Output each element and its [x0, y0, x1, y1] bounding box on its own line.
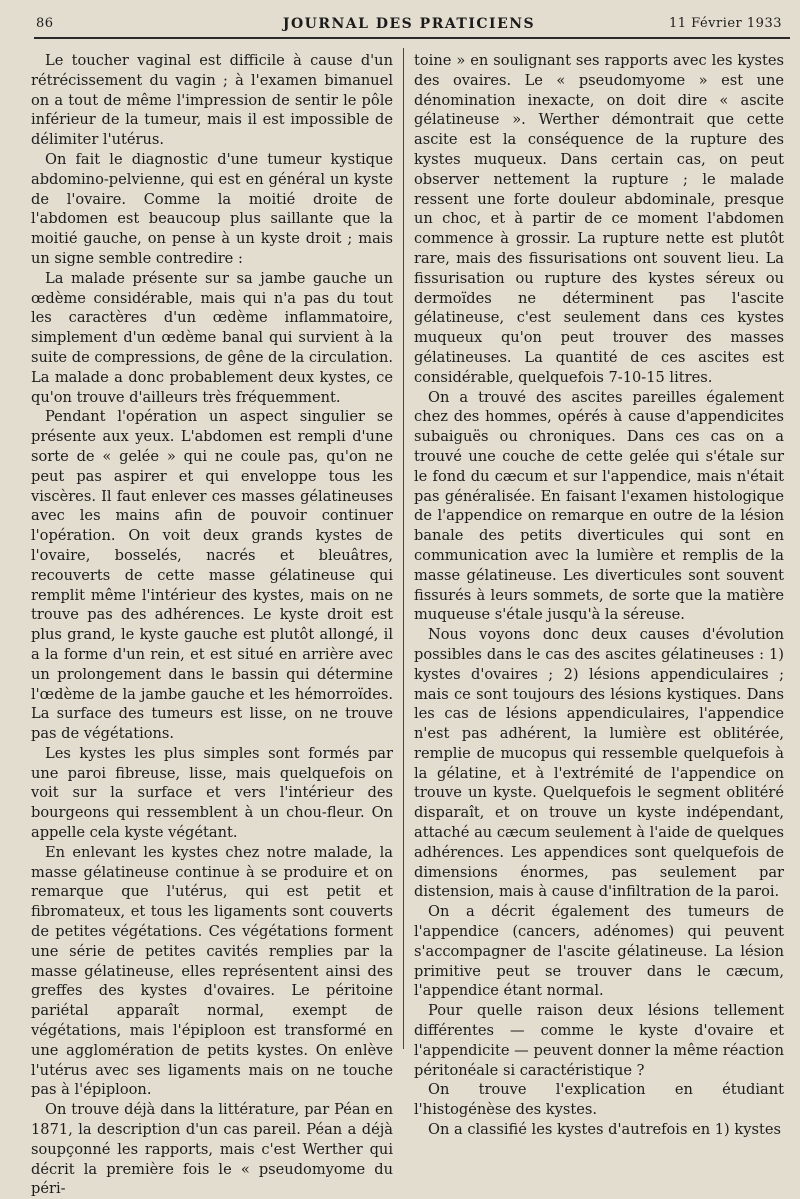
- paragraph: Le toucher vaginal est difficile à cause d'un rétrécissement du vagin ; à l'examen bimanuel on a tout de même l'impression de sentir le pôle inférieur de la tumeur, mais il est impossible de délimiter l'utérus.: [31, 52, 393, 149]
- paragraph: Pour quelle raison deux lésions tellement différentes — comme le kyste d'ovaire et l'appendicite — peuvent donner la même réaction péritonéale si caractéristique ?: [414, 1002, 784, 1079]
- page-header: [36, 14, 782, 36]
- column-divider: [403, 48, 404, 1049]
- issue-date: 11 Février 1933: [668, 16, 782, 31]
- paragraph: La malade présente sur sa jambe gauche un œdème considérable, mais qui n'a pas du tout les caractères d'un œdème inflammatoire, simplement d'un œdème banal qui survient à la suite de compressions, de gêne de la circulation. La malade a donc probablement deux kystes, ce qu'on trouve d'ailleurs très fréquemment.: [31, 269, 393, 406]
- right-column: [414, 51, 784, 1140]
- paragraph: On fait le diagnostic d'une tumeur kystique abdomino-pelvienne, qui est en général un kyste de l'ovaire. Comme la moitié droite de l'abdomen est beaucoup plus saillante que la moitié gauche, on pense à un kyste droit ; mais un signe semble contredire :: [31, 150, 393, 267]
- paragraph: Les kystes les plus simples sont formés par une paroi fibreuse, lisse, mais quelquefois on voit sur la surface et vers l'intérieur des bourgeons qui ressemblent à un chou-fleur. On appelle cela kyste végétant.: [31, 744, 393, 842]
- left-column: [31, 51, 393, 1199]
- paragraph: On trouve déjà dans la littérature, par Péan en 1871, la description d'un cas pareil. Péan a déjà soupçonné les rapports, mais c'est Werther qui décrit la première fois le « pseudomyome du péri-: [31, 1101, 393, 1198]
- paragraph: En enlevant les kystes chez notre malade, la masse gélatineuse continue à se produire et on remarque que l'utérus, qui est petit et fibromateux, et tous les ligaments sont couverts de petites végétations. Ces végétations forment une série de petites cavités remplies par la masse gélatineuse, elles représentent ainsi des greffes des kystes d'ovaires. Le péritoine pariétal apparaît normal, exempt de végétations, mais l'épiploon est transformé en une agglomération de petits kystes. On enlève l'utérus avec ses ligaments mais on ne touche pas à l'épiploon.: [31, 843, 393, 1099]
- paragraph: On trouve l'explication en étudiant l'histogénèse des kystes.: [414, 1081, 784, 1119]
- header-rule: [34, 37, 790, 39]
- paragraph: On a trouvé des ascites pareilles également chez des hommes, opérés à cause d'appendicites subaiguës ou chroniques. Dans ces cas on a trouvé une couche de cette gelée qui s'étale sur le fond du cæcum et sur l'appendice, mais n'était pas généralisée. En faisant l'examen histologique de l'appendice on remarque en outre de la lésion banale des petits diverticules qui sont en communication avec la lumière et remplis de la masse gélatineuse. Les diverticules sont souvent fissurés à leurs sommets, de sorte que la matière muqueuse s'étale jusqu'à la séreuse.: [414, 388, 784, 624]
- paragraph: Nous voyons donc deux causes d'évolution possibles dans le cas des ascites gélatineuses : 1) kystes d'ovaires ; 2) lésions appendiculaires ; mais ce sont toujours des lésions kystiques. Dans les cas de lésions appendiculaires, l'appendice n'est pas adhérent, la lumière est oblitérée, remplie de mucopus qui ressemble quelquefois à la gélatine, et à l'extrémité de l'appendice on trouve un kyste. Quelquefois le segment oblitéré disparaît, et on trouve un kyste indépendant, attaché au cæcum seulement à l'aide de quelques adhérences. Les appendices sont quelquefois de dimensions énormes, pas seulement par distension, mais à cause d'infiltration de la paroi.: [414, 626, 784, 901]
- page-number: 86: [36, 16, 54, 31]
- paragraph: toine » en soulignant ses rapports avec les kystes des ovaires. Le « pseudomyome » est une dénomination inexacte, on doit dire « ascite gélatineuse ». Werther démontrait que cette ascite est la conséquence de la rupture des kystes muqueux. Dans certain cas, on peut observer nettement la rupture ; le malade ressent une forte douleur abdominale, presque un choc, et à partir de ce moment l'abdomen commence à grossir. La rupture nette est plutôt rare, mais des fissurisations ont souvent lieu. La fissurisation ou rupture des kystes séreux ou dermoïdes ne déterminent pas l'ascite gélatineuse, c'est seulement dans ces kystes muqueux qu'on peut trouver des masses gélatineuses. La quantité de ces ascites est considérable, quelquefois 7-10-15 litres.: [414, 52, 784, 386]
- paragraph: On a décrit également des tumeurs de l'appendice (cancers, adénomes) qui peuvent s'accompagner de l'ascite gélatineuse. La lésion primitive peut se trouver dans le cæcum, l'appendice étant normal.: [414, 903, 784, 1000]
- journal-title: JOURNAL DES PRATICIENS: [282, 16, 536, 32]
- paragraph: Pendant l'opération un aspect singulier se présente aux yeux. L'abdomen est rempli d'une sorte de « gelée » qui ne coule pas, qu'on ne peut pas aspirer et qui enveloppe tous les viscères. Il faut enlever ces masses gélatineuses avec les mains afin de pouvoir continuer l'opération. On voit deux grands kystes de l'ovaire, bosselés, nacrés et bleuâtres, recouverts de cette masse gélatineuse qui remplit même l'intérieur des kystes, mais on ne trouve pas des adhérences. Le kyste droit est plus grand, le kyste gauche est plutôt allongé, il a la forme d'un rein, et est situé en arrière avec un prolongement dans le bassin qui détermine l'œdème de la jambe gauche et les hémorroïdes. La surface des tumeurs est lisse, on ne trouve pas de végétations.: [31, 408, 393, 743]
- paragraph: On a classifié les kystes d'autrefois en 1) kystes: [428, 1121, 781, 1139]
